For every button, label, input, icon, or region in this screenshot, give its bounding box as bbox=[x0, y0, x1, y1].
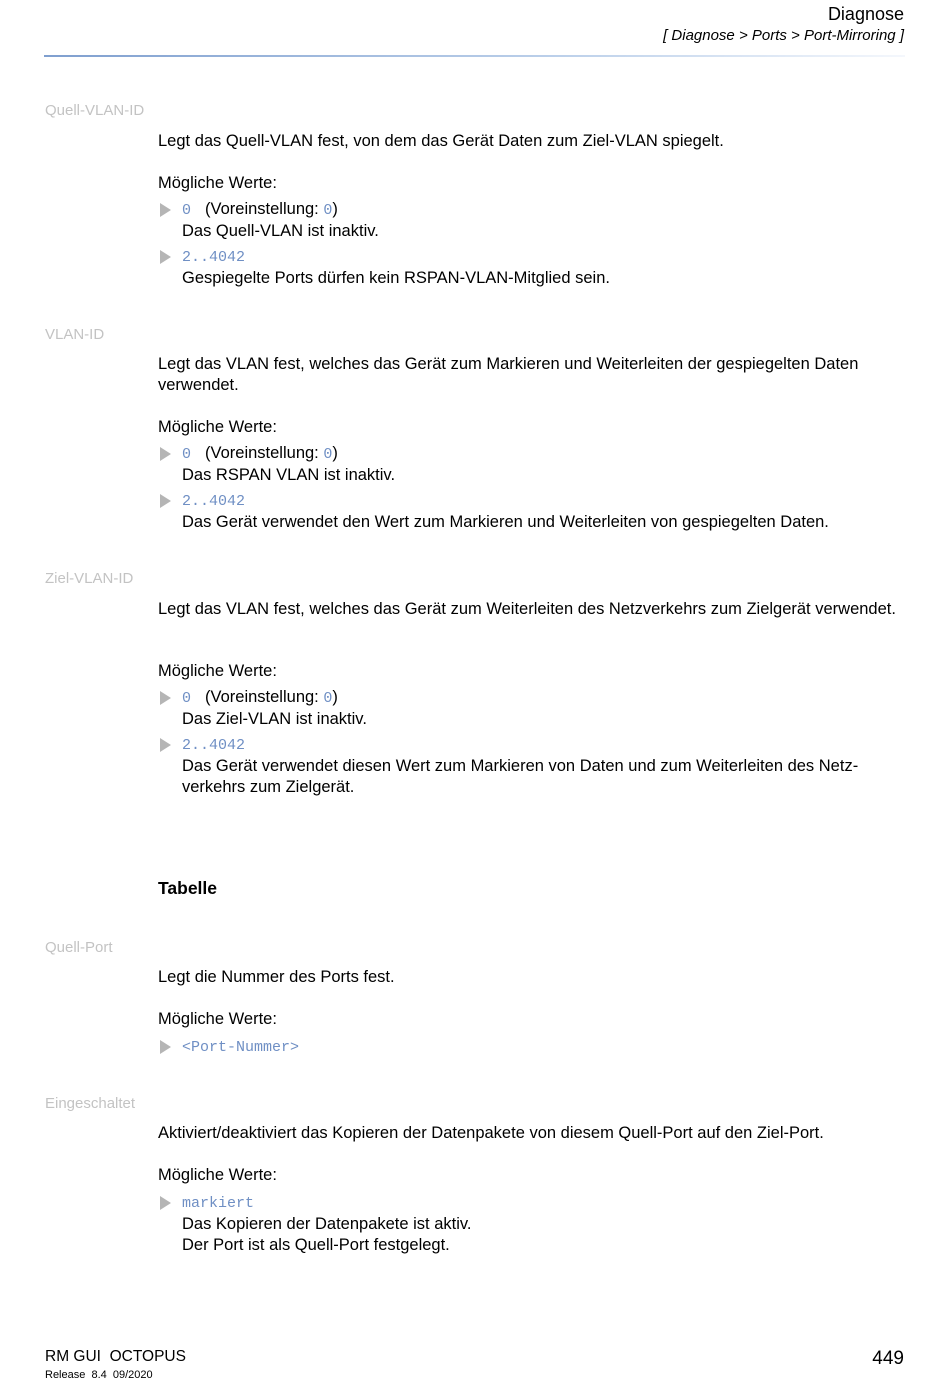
default-value: 0 bbox=[323, 690, 333, 707]
value-item bbox=[158, 443, 908, 486]
bullet-arrow-icon bbox=[160, 1040, 171, 1054]
term-vlan-id: VLAN-ID bbox=[45, 326, 105, 343]
values-label: Mögliche Werte: bbox=[158, 662, 277, 680]
values-label: Mögliche Werte: bbox=[158, 1166, 277, 1184]
bullet-arrow-icon bbox=[160, 691, 171, 705]
value-item bbox=[158, 1036, 908, 1058]
value-code: 2..4042 bbox=[182, 737, 246, 754]
description-vlan-id: Legt das VLAN fest, welches das Gerät zum Markieren und Weiterleiten der gespiegelten Daten verwendet. bbox=[158, 355, 859, 394]
value-description: Gespiegelte Ports dürfen kein RSPAN-VLAN-Mitglied sein. bbox=[182, 269, 610, 287]
value-item bbox=[158, 490, 908, 533]
default-label: (Voreinstellung: bbox=[205, 444, 324, 462]
description-ziel-vlan-id: Legt das VLAN fest, welches das Gerät zum Weiterleiten des Netzverkehrs zum Zielgerät verwendet. bbox=[158, 600, 896, 618]
default-value: 0 bbox=[323, 446, 333, 463]
values-label: Mögliche Werte: bbox=[158, 1010, 277, 1028]
bullet-arrow-icon bbox=[160, 1196, 171, 1210]
bullet-arrow-icon bbox=[160, 203, 171, 217]
value-code: 0 bbox=[182, 446, 192, 463]
value-description: Das Quell-VLAN ist inaktiv. bbox=[182, 222, 379, 240]
footer-product: RM GUI OCTOPUS bbox=[45, 1348, 186, 1365]
default-close: ) bbox=[332, 688, 338, 706]
value-description: Das Gerät verwendet diesen Wert zum Markieren von Daten und zum Weiterleiten des Netz- bbox=[182, 757, 859, 775]
value-description: Das Kopieren der Datenpakete ist aktiv. bbox=[182, 1215, 472, 1233]
bullet-arrow-icon bbox=[160, 494, 171, 508]
term-eingeschaltet: Eingeschaltet bbox=[45, 1095, 136, 1112]
value-item bbox=[158, 734, 908, 798]
value-code: 0 bbox=[182, 690, 192, 707]
description-eingeschaltet: Aktiviert/deaktiviert das Kopieren der Datenpakete von diesem Quell-Port auf den Ziel-Port. bbox=[158, 1124, 824, 1142]
values-label: Mögliche Werte: bbox=[158, 418, 277, 436]
term-quell-port: Quell-Port bbox=[45, 939, 113, 956]
value-item bbox=[158, 687, 908, 730]
header-divider bbox=[44, 55, 905, 57]
breadcrumb: [ Diagnose > Ports > Port-Mirroring ] bbox=[663, 27, 904, 44]
default-label: (Voreinstellung: bbox=[205, 200, 324, 218]
footer-release: Release 8.4 09/2020 bbox=[45, 1369, 153, 1381]
value-code: 2..4042 bbox=[182, 249, 246, 266]
value-item bbox=[158, 1192, 908, 1256]
value-description: Das Ziel-VLAN ist inaktiv. bbox=[182, 710, 367, 728]
bullet-arrow-icon bbox=[160, 250, 171, 264]
bullet-arrow-icon bbox=[160, 738, 171, 752]
section-title-tabelle: Tabelle bbox=[158, 878, 218, 898]
default-close: ) bbox=[332, 200, 338, 218]
value-description: Das RSPAN VLAN ist inaktiv. bbox=[182, 466, 396, 484]
term-quell-vlan-id: Quell-VLAN-ID bbox=[45, 102, 145, 119]
default-value: 0 bbox=[323, 202, 333, 219]
value-item bbox=[158, 199, 908, 242]
value-item bbox=[158, 246, 908, 289]
value-description: Das Gerät verwendet den Wert zum Markieren und Weiterleiten von gespiegelten Daten. bbox=[182, 513, 829, 531]
value-description: Der Port ist als Quell-Port festgelegt. bbox=[182, 1236, 450, 1254]
default-close: ) bbox=[332, 444, 338, 462]
values-label: Mögliche Werte: bbox=[158, 174, 277, 192]
term-ziel-vlan-id: Ziel-VLAN-ID bbox=[45, 570, 134, 587]
value-code: <Port-Nummer> bbox=[182, 1039, 300, 1056]
default-label: (Voreinstellung: bbox=[205, 688, 324, 706]
value-code: markiert bbox=[182, 1195, 255, 1212]
value-code: 2..4042 bbox=[182, 493, 246, 510]
description-quell-vlan-id: Legt das Quell-VLAN fest, von dem das Gerät Daten zum Ziel-VLAN spiegelt. bbox=[158, 132, 724, 150]
page-number: 449 bbox=[872, 1348, 904, 1369]
value-description: verkehrs zum Zielgerät. bbox=[182, 778, 355, 796]
value-code: 0 bbox=[182, 202, 192, 219]
page-header-title: Diagnose bbox=[827, 4, 904, 24]
bullet-arrow-icon bbox=[160, 447, 171, 461]
description-quell-port: Legt die Nummer des Ports fest. bbox=[158, 968, 395, 986]
